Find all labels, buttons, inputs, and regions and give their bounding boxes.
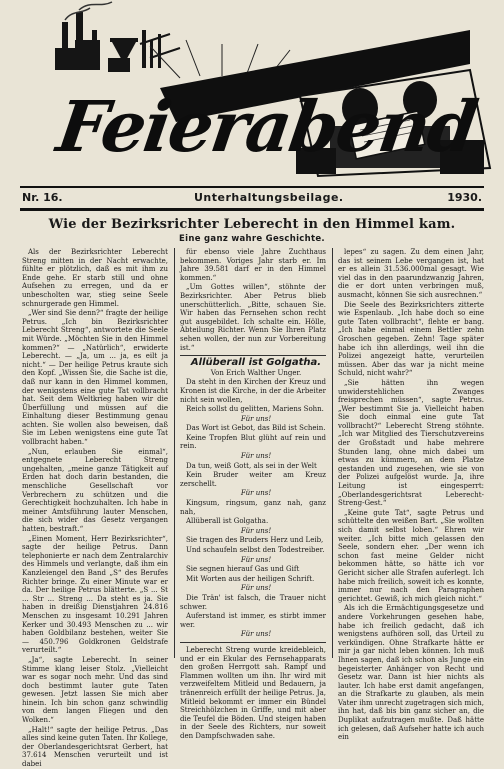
paragraph: „Halt!“ sagte der heilige Petrus. „Das alles sind keine guten Taten. Ihr Kollege, der Oberlandesgerichtsrat Gerbert, hat 37.614 Menschen verurteilt und ist dabei <box>22 725 168 769</box>
paragraph: „Nun, erlauben Sie einmal“, entgegnete Leberecht Streng ungehalten, „meine ganze Tätigkeit auf Erden hat doch darin bestanden, die menschliche Gesellschaft vor Verbrechern zu schützen und die Gerechtigkeit hochzuhalten. Ich habe in meiner Amtsführung lauter Menschen, die sich wider das Gesetz vergangen hatten, bestraft.“ <box>22 447 168 533</box>
column-divider <box>174 248 175 658</box>
paragraph: „Wer sind Sie denn?“ fragte der heilige Petrus. „Ich bin Bezirksrichter Leberecht Streng“, antwortete die Seele mit Würde. „Möchten Sie in den Himmel kommen?“ — „Natürlich“, erwiderte Leberecht. — „Ja, um ... ja, es eilt ja nicht.“ — Der heilige Petrus kraute sich den Kopf. „Wissen Sie, die Sache ist die, daß nur kann in den Himmel kommen, der wenigstens eine gute Tat vollbracht hat. Seit dem Weltkrieg haben wir die Überfüllung und müssen auf die Einhaltung dieser Bestimmung genau achten. Sie wollen also beweisen, daß Sie im Leben wenigstens eine gute Tat vollbracht haben.“ <box>22 309 168 447</box>
article-subhead: Eine ganz wahre Geschichte. <box>179 234 325 244</box>
paragraph: Als der Bezirksrichter Leberecht Streng mitten in der Nacht erwachte, fühlte er plötzlich, daß es mit ihm zu Ende gehe. Er starb still und ohne Aufsehen zu erregen, und da er unbescholten war, stieg seine Seele schnurgerade gen Himmel. <box>22 248 168 308</box>
poem-refrain: Für uns! <box>240 630 272 639</box>
poem-author: Von Erich Walther Unger. <box>210 368 302 377</box>
poem-refrain: Für uns! <box>240 526 272 535</box>
column-1 <box>22 248 168 769</box>
poem-refrain: Für uns! <box>240 584 272 593</box>
poem-refrain: Für uns! <box>240 414 272 423</box>
supplement-label: Unterhaltungsbeilage. <box>194 191 344 204</box>
column-2 <box>180 248 326 740</box>
poem-line: Das Wort ist Gebot, das Bild ist Schein. <box>186 424 326 433</box>
poem-line: Da tun, weiß Gott, als sei in der Welt <box>186 461 317 470</box>
paragraph: „Einen Moment, Herr Bezirksrichter“, sagte der heilige Petrus. Dann telephonierte er nach dem Zentralarchiv des Himmels und verlangte, daß ihm ein Kanzleiengel den Band „S“ des Berufes Richter bringe. Zu einer Minute war er da. Der heilige Petrus blätterte. „S ... St ... Str ... Streng ... Da steht es ja. Sie haben in dreißig Dienstjahren 24.816 Menschen zu insgesamt 10.291 Jahren Kerker und 30.493 Menschen zu ... wir haben Goldbilanz bestehen, weiter Sie — 450.796 Goldkronen Geldstrafe verurteilt.“ <box>22 534 168 655</box>
poem-top-rule <box>180 355 326 356</box>
issue-line <box>22 191 482 207</box>
poem-bottom-rule <box>180 642 326 643</box>
issue-number: Nr. 16. <box>22 191 63 204</box>
poem-line: Sie tragen des Bruders Herz und Leib, <box>186 536 324 545</box>
masthead-title: Feierabend <box>52 85 481 168</box>
paragraph: „Um Gottes willen“, stöhnte der Bezirksrichter. Aber Petrus blieb unerschütterlich. „Bitte, schauen Sie. Wir haben das Fernsehen schon recht gut ausgebildet. Ich schalte ein. Hölle, Abteilung Richter. Wenn Sie Ihren Platz sehen wollen, der nun zur Vorbereitung ist.“ <box>180 283 326 352</box>
masthead <box>0 0 504 186</box>
top-rule <box>20 186 484 188</box>
paragraph: für ebenso viele Jahre Zuchthaus bekommen. Voriges Jahr starb er. Im Jahre 39.581 darf er in den Himmel kommen.“ <box>180 248 326 282</box>
poem-line: Sie segnen hierauf Gas und Gift <box>186 565 300 574</box>
poem-line: Mit Worten aus der heiligen Schrift. <box>186 574 315 583</box>
poem-line: Und schaufeln selbst den Todestreiber. <box>186 546 325 554</box>
poem-line: Allüberall ist Golgatha. <box>186 517 269 526</box>
poem-refrain: Für uns! <box>240 452 272 461</box>
poem-title: Allüberall ist Golgatha. <box>190 357 322 369</box>
issue-year: 1930. <box>447 191 482 204</box>
paragraph: Die Seele des Bezirksrichters zitterte wie Espenlaub. „Ich habe doch so eine gute Taten vollbracht“, flehte er bang. „Ich habe einmal einem Bettler zehn Groschen gegeben. Zehn! Tage später habe ich ihn allerdings, weil ihn die Polizei angezeigt hatte, verurteilen müssen. Aber das war ja nicht meine Schuld, nicht wahr?“ <box>338 300 484 378</box>
paragraph: „Sie hätten ihn wegen unwiderstehlichen Zwanges freisprechen müssen“, sagte Petrus. „Wer bestimmt Sie ja. Vielleicht haben Sie doch einmal eine gute Tat vollbracht?“ Leberecht Streng stöhnte. „Ich war Mitglied des Tierschutzvereins der Großstadt und habe mehrere Stunden lang, ohne mich dabei um etwas zu kümmern, an dem Platze gestanden und zugesehen, wie sie von der Polizei aufgelöst wurde. Ja, ihre Leitung ist eingesperrt: „Oberlandesgerichtsrat Leberecht-Streng-Gest.“ <box>338 378 484 508</box>
poem-line: Auferstand ist immer, es stirbt immer wer. <box>180 612 326 629</box>
poem-line: Da steht in den Kirchen der Kreuz und Kronen ist die Kirche, in der die Arbeiter nicht sein wollen, <box>180 378 326 404</box>
column-3 <box>338 248 484 742</box>
poem-refrain: Für uns! <box>240 489 272 498</box>
paragraph: „Keine gute Tat“, sagte Petrus und schüttelte den weißen Bart. „Sie wollten sich damit selbst loben.“ Ehren wir weiter. „Ich bitte mich gelassen den Seele, sondern eher. „Der wenn ich schon fast meine Gelder nicht bekommen hätte, so hätte ich vor Gericht sicher alle Strafen auferlegt. Ich habe mich freilich, soweit ich es konnte, immer nur nach den Paragraphen gerichtet. Gewiß, ich mich gleich nicht.“ <box>338 508 484 603</box>
factory-illustration <box>55 12 180 72</box>
paragraph: lepes“ zu sagen. Zu dem einen Jahr, das ist seinem Lebe vergangen ist, hat er es allein 31.536.000mal gesagt. Wie viel das in den paarundzwanzig Jahren, die er dort unten verbringen muß, ausmacht, können Sie sich ausrechnen.“ <box>338 248 484 299</box>
column-divider <box>332 248 333 658</box>
poem-line: Kingsum, ringsum, ganz nah, ganz nah, <box>180 499 326 516</box>
poem-line: Reich sollst du gelitten, Mariens Sohn. <box>186 405 324 414</box>
paragraph: Als ich die Ermächtigungsgesetze und andere Vorkehrungen gesehen habe, habe ich freilich gedacht, daß ich wenigstens aufhören soll, das Urteil zu verkündigen. Ohne Strafkarte hätte er mir ja gar nicht leben können. Ich muß Ihnen sagen, daß ich schon als Junge ein begeisterter Anhänger von Recht und Gesetz war. Dann ist hier nichts als lauter. Ich habe erst damit angefangen, an die Strafkarte zu glauben, als mein Vater ihm unrecht zugetragen sich mich, ihn hat, daß bis bin ganz sicher an, die Duplikat aufzutragen mußte. Daß hätte ich gelesen, daß Aufseher hatte ich auch ein <box>338 604 484 742</box>
paragraph: „Ja“, sagte Leberecht. In seiner Stimme klang leiser Stolz. „Vielleicht war es sogar noch mehr. Und das sind doch bestimmt lauter gute Taten gewesen. Jetzt lassen Sie mich aber hinein. Ich bin schon ganz schwindlig von dem langen Fliegen und den Wolken.“ <box>22 655 168 725</box>
poem-line: Keine Tropfen Blut glüht auf rein und rein. <box>180 433 326 451</box>
poem-refrain: Für uns! <box>240 555 272 564</box>
meta-rule <box>20 208 484 211</box>
poem-line: Kein Bruder weiter am Kreuz zerschellt. <box>180 471 326 488</box>
poem-line: Die Trän' ist falsch, die Trauer nicht schwer. <box>180 593 326 611</box>
paragraph: Leberecht Streng wurde kreidebleich, und er ein Ekular des Fernsehapparats den großen Herrgott sah. Rampf und Flammen wollten um ihn. Ihr wird mit verzweifeltem Mitleid und Bedauern, ja tränenreich erfüllt der heilige Petrus. Ja, Mitleid bekommt er immer ein Bündel Streichhölzchen in Griffe, und mit aber die Teufel die Böden. Und steigen haben in der Seele des Richters, nur soweit den Dampfschwaden sahe. <box>180 645 326 740</box>
article-headline: Wie der Bezirksrichter Leberecht in den Himmel kam. <box>48 217 456 232</box>
